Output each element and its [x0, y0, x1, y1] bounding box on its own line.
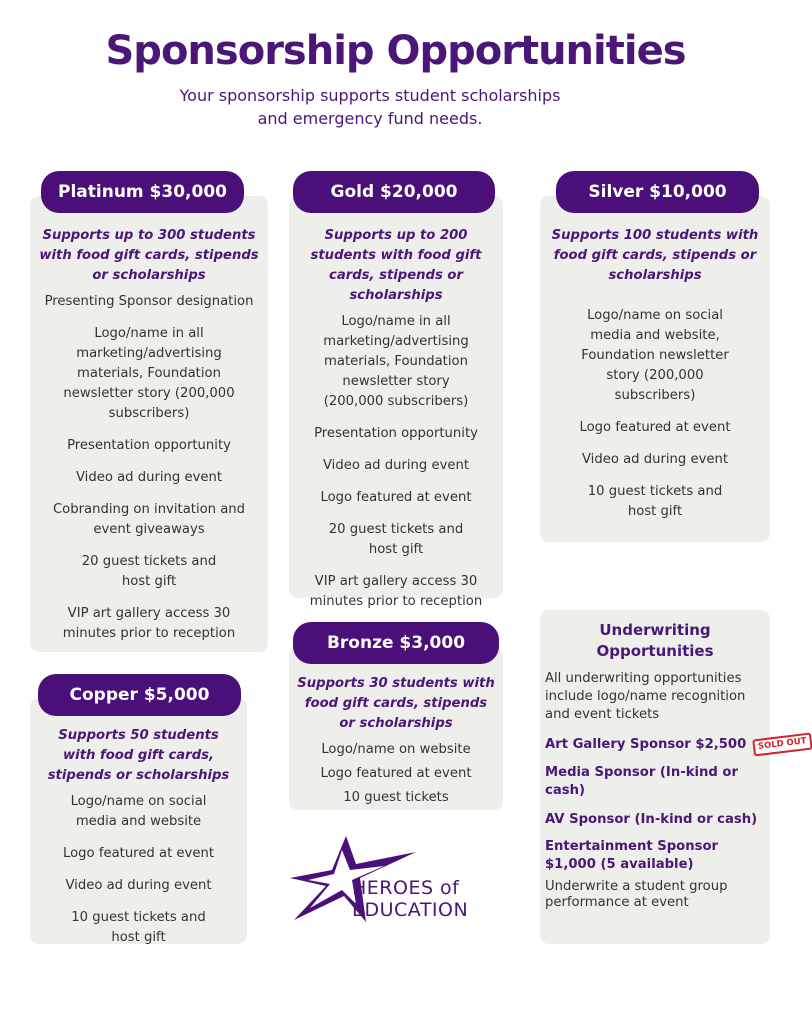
gold-item: Presentation opportunity — [314, 426, 478, 441]
page-title: Sponsorship Opportunities — [105, 28, 686, 74]
copper-lead: Supports 50 students with food gift cards, stipends or scholarships — [47, 728, 230, 783]
bronze-tier-label: Bronze $3,000 — [293, 622, 499, 664]
silver-item: Video ad during event — [581, 452, 729, 467]
underwriting-sponsor-entertainment: Entertainment Sponsor $1,000 (5 available) — [545, 839, 719, 872]
bronze-lead: Supports 30 students with food gift cards, stipends or scholarships — [297, 676, 495, 731]
copper-card — [30, 698, 247, 944]
platinum-item: Cobranding on invitation and event giveaways — [52, 502, 246, 537]
underwriting-title: Underwriting Opportunities — [596, 621, 714, 660]
bronze-item: Logo/name on website — [321, 742, 471, 757]
gold-item: VIP art gallery access 30 minutes prior to reception — [309, 574, 483, 609]
copper-tier-label: Copper $5,000 — [38, 674, 241, 716]
subtitle-line-2: and emergency fund needs. — [257, 109, 483, 128]
underwriting-sponsor-av: AV Sponsor (In-kind or cash) — [545, 812, 758, 827]
gold-item: Logo/name in all marketing/advertising materials, Foundation newsletter story (200,000 subscribers) — [323, 314, 469, 409]
silver-lead: Supports 100 students with food gift cards, stipends or scholarships — [551, 228, 759, 283]
platinum-tier-label: Platinum $30,000 — [41, 171, 244, 213]
logo-wordmark — [352, 877, 468, 921]
gold-tier-label: Gold $20,000 — [293, 171, 495, 213]
platinum-item: 20 guest tickets and host gift — [81, 554, 217, 589]
platinum-item: VIP art gallery access 30 minutes prior to reception — [62, 606, 236, 641]
bronze-card — [289, 646, 503, 810]
gold-item: 20 guest tickets and host gift — [328, 522, 464, 557]
platinum-card — [30, 196, 268, 652]
silver-card — [540, 196, 770, 542]
copper-item: Logo featured at event — [63, 846, 214, 861]
bronze-item: 10 guest tickets — [343, 790, 449, 805]
copper-item: Logo/name on social media and website — [70, 794, 207, 829]
subtitle-line-1: Your sponsorship supports student scholarships — [179, 86, 561, 105]
platinum-item: Logo/name in all marketing/advertising materials, Foundation newsletter story (200,000 subscribers) — [63, 326, 235, 421]
bronze-item: Logo featured at event — [320, 766, 472, 781]
gold-item: Video ad during event — [322, 458, 470, 473]
logo-line-2: EDUCATION — [352, 899, 469, 921]
underwriting-intro: All underwriting opportunities include logo/name recognition and event tickets — [545, 671, 746, 722]
copper-item: Video ad during event — [65, 878, 212, 893]
underwriting-note: Underwrite a student group performance at event — [545, 879, 728, 910]
underwriting-sponsor-art-gallery — [540, 736, 807, 754]
silver-item: Logo featured at event — [579, 420, 731, 435]
platinum-item: Video ad during event — [75, 470, 223, 485]
sold-out-stamp: SOLD OUT — [752, 732, 812, 756]
platinum-item: Presentation opportunity — [67, 438, 231, 453]
silver-item: Logo/name on social media and website, Foundation newsletter story (200,000 subscribers) — [581, 308, 729, 403]
underwriting-sponsor-media: Media Sponsor (In-kind or cash) — [545, 765, 738, 798]
silver-tier-label: Silver $10,000 — [556, 171, 759, 213]
gold-lead: Supports up to 200 students with food gift cards, stipends or scholarships — [310, 228, 482, 303]
underwriting-sponsor-label: Art Gallery Sponsor $2,500 — [545, 737, 747, 752]
underwriting-card — [540, 610, 807, 944]
gold-item: Logo featured at event — [320, 490, 472, 505]
copper-item: 10 guest tickets and host gift — [71, 910, 206, 945]
silver-item: 10 guest tickets and host gift — [587, 484, 723, 519]
logo-line-1: HEROES of — [352, 877, 460, 899]
page-subtitle — [140, 84, 600, 130]
platinum-lead: Supports up to 300 students with food gift cards, stipends or scholarships — [39, 228, 259, 283]
gold-card — [289, 196, 503, 609]
platinum-item: Presenting Sponsor designation — [44, 294, 254, 309]
